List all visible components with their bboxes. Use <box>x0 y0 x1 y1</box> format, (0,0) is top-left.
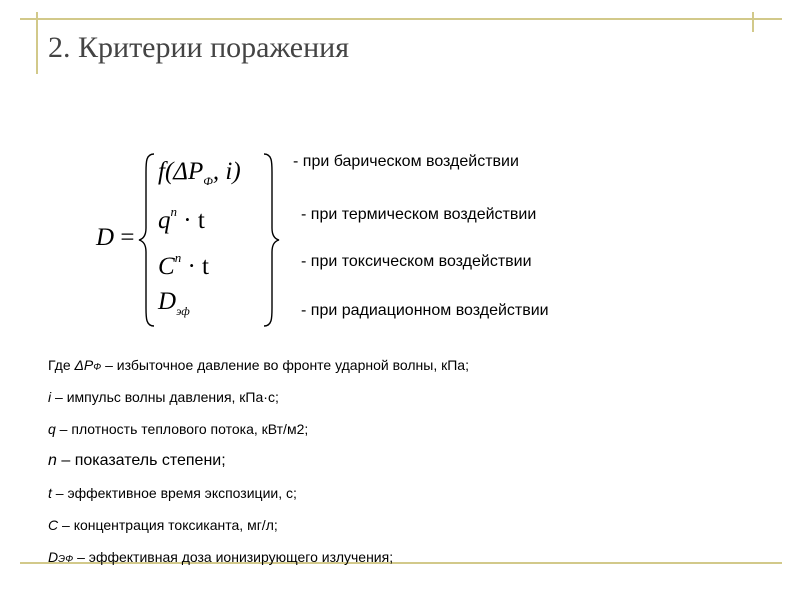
legend-item-effective-dose: DЭФ – эффективная доза ионизирующего излучения; <box>48 549 394 565</box>
legend-item-heat-flux: q – плотность теплового потока, кВт/м2; <box>48 421 309 437</box>
slide-title: 2. Критерии поражения <box>48 31 350 64</box>
frame-left-line <box>36 12 38 74</box>
right-brace-icon <box>262 152 280 328</box>
frame-right-line <box>752 12 754 32</box>
left-brace-icon <box>138 152 156 328</box>
formula-row-thermal: $q^n \cdot t$ <box>158 204 205 234</box>
damage-criteria-formula <box>92 146 292 332</box>
formula-row-baric: $f(\Delta P_Ф$, i) <box>158 158 241 188</box>
formula-row-radiation: $D_{эф}$ <box>158 288 190 318</box>
symbol-legend <box>48 355 748 579</box>
legend-item-exposure-time: t – эффективное время экспозиции, с; <box>48 485 297 501</box>
condition-thermal: - при термическом воздействии <box>301 206 537 223</box>
legend-item-concentration: C – концентрация токсиканта, мг/л; <box>48 517 278 533</box>
formula-equals: = <box>120 224 135 251</box>
legend-item-impulse: i – импульс волны давления, кПа·с; <box>48 389 279 405</box>
condition-toxic: - при токсическом воздействии <box>301 253 532 270</box>
formula-lhs-symbol: D <box>96 224 115 251</box>
condition-baric: - при барическом воздействии <box>293 153 519 170</box>
legend-item-pressure: Где ΔPФ – избыточное давление во фронте ударной волны, кПа; <box>48 357 469 373</box>
frame-top-line <box>20 18 782 20</box>
formula-row-toxic: $C^n \cdot t$ <box>158 250 209 280</box>
formula-lhs <box>96 224 134 252</box>
legend-item-exponent: n – показатель степени; <box>48 452 226 469</box>
condition-radiation: - при радиационном воздействии <box>301 302 549 319</box>
